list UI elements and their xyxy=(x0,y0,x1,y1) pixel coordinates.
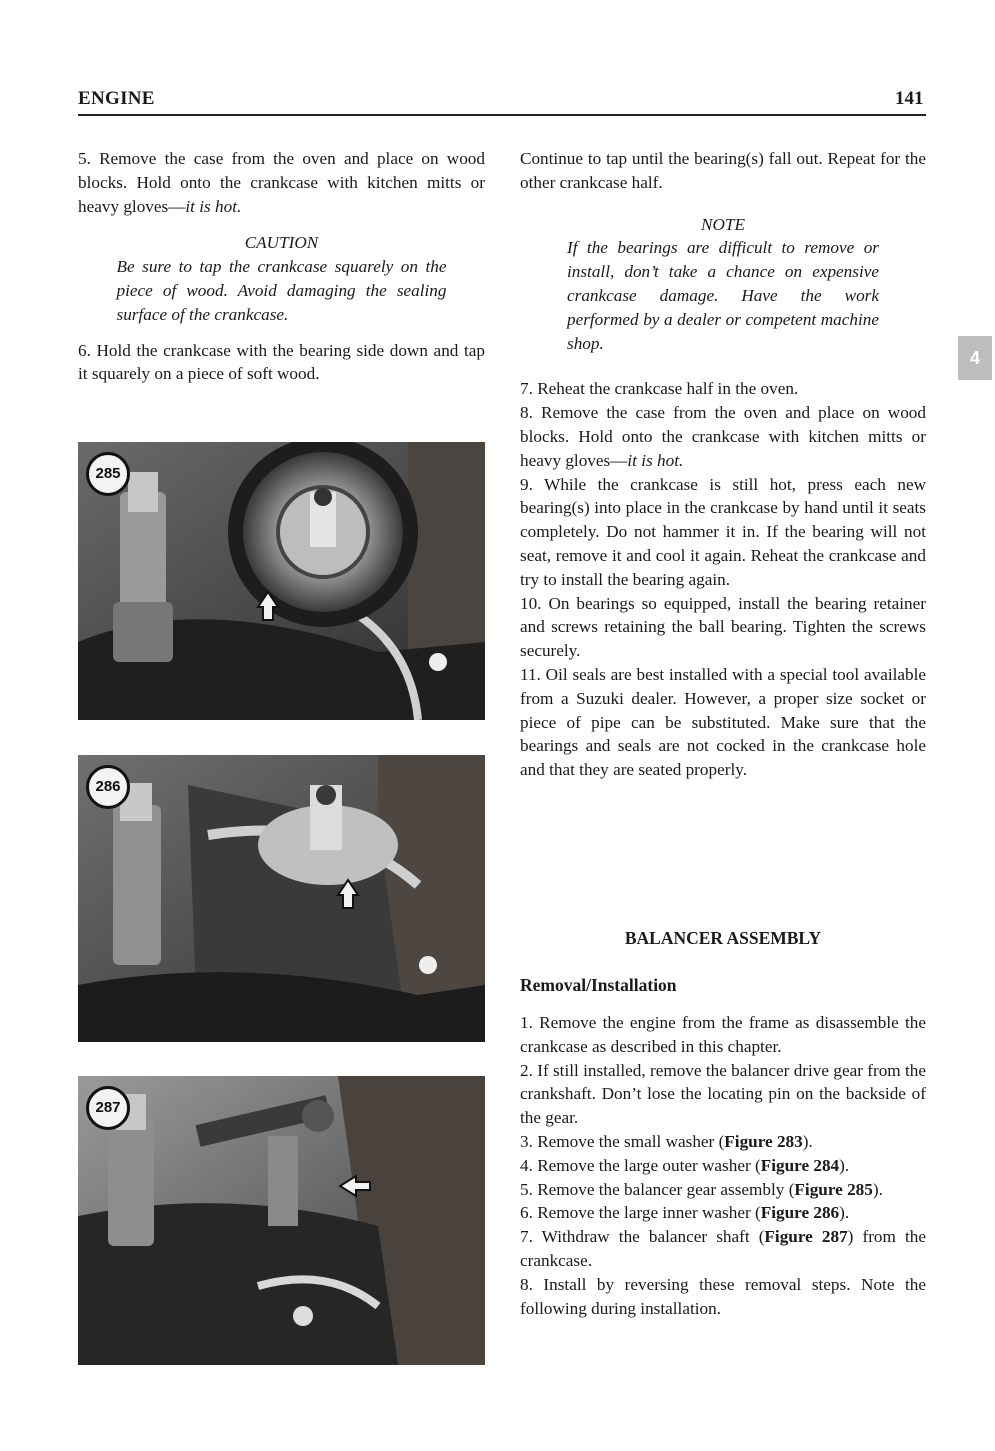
balancer-step-4: 4. Remove the large outer washer (Figure 284). xyxy=(520,1155,850,1175)
balancer-step-2: 2. If still installed, remove the balancer drive gear from the crankshaft. Don’t lose the locating pin on the backside of the gear. xyxy=(520,1060,926,1128)
figure-number-badge: 285 xyxy=(86,452,130,496)
step-10: 10. On bearings so equipped, install the bearing retainer and screws retaining the ball bearing. Tighten the screws securely. xyxy=(520,593,926,661)
figure-number-badge: 287 xyxy=(86,1086,130,1130)
figure-286-photo xyxy=(78,755,485,1042)
running-header-section: ENGINE xyxy=(78,88,155,109)
balancer-step-1: 1. Remove the engine from the frame as disassemble the crankcase as described in this chapter. xyxy=(520,1013,926,1056)
caution-block xyxy=(78,231,485,326)
balancer-step-7: 7. Withdraw the balancer shaft (Figure 287) from the crankcase. xyxy=(520,1227,926,1270)
figure-number-badge: 286 xyxy=(86,765,130,809)
balancer-step-8: 8. Install by reversing these removal steps. Note the following during installation. xyxy=(520,1274,926,1318)
section-heading: BALANCER ASSEMBLY xyxy=(624,928,822,948)
step-7: 7. Reheat the crankcase half in the oven. xyxy=(520,379,799,399)
balancer-step-3: 3. Remove the small washer (Figure 283). xyxy=(520,1131,813,1151)
left-column-text xyxy=(78,147,485,386)
step-5: 5. Remove the case from the oven and place on wood blocks. Hold onto the crankcase with kitchen mitts or heavy gloves—it is hot. xyxy=(78,149,485,216)
step-9: 9. While the crankcase is still hot, press each new bearing(s) into place in the crankcase by hand until it seats completely. Do not hammer it in. If the bearing will not seat, remove it and cool it again. Reheat the crankcase and try to install the bearing again. xyxy=(520,474,926,589)
page-number: 141 xyxy=(895,88,924,109)
figure-285-photo xyxy=(78,442,485,720)
note-text: If the bearings are difficult to remove or install, don’t take a chance on expensive crankcase damage. Have the work performed by a dealer or competent machine shop. xyxy=(567,238,879,353)
chapter-thumb-tab: 4 xyxy=(958,336,992,380)
subsection-heading: Removal/Installation xyxy=(520,975,677,995)
note-title: NOTE xyxy=(701,214,745,234)
right-column-text xyxy=(520,147,926,782)
caution-text: Be sure to tap the crankcase squarely on the piece of wood. Avoid damaging the sealing surface of the crankcase. xyxy=(116,257,447,324)
continue-paragraph: Continue to tap until the bearing(s) fall out. Repeat for the other crankcase half. xyxy=(520,149,926,192)
caution-title: CAUTION xyxy=(244,233,319,253)
balancer-step-5: 5. Remove the balancer gear assembly (Figure 285). xyxy=(520,1179,883,1199)
step-11: 11. Oil seals are best installed with a special tool available from a Suzuki dealer. However, a proper size socket or piece of pipe can be substituted. Make sure that the bearings and seals are not cocked in the crankcase hole and that they are seated properly. xyxy=(520,664,926,780)
balancer-steps xyxy=(520,1011,926,1320)
header-rule xyxy=(78,114,926,116)
figure-287-photo xyxy=(78,1076,485,1365)
step-6: 6. Hold the crankcase with the bearing side down and tap it squarely on a piece of soft wood. xyxy=(78,340,485,384)
step-8: 8. Remove the case from the oven and place on wood blocks. Hold onto the crankcase with kitchen mitts or heavy gloves—it is hot. xyxy=(520,403,926,470)
balancer-step-6: 6. Remove the large inner washer (Figure 286). xyxy=(520,1203,850,1223)
